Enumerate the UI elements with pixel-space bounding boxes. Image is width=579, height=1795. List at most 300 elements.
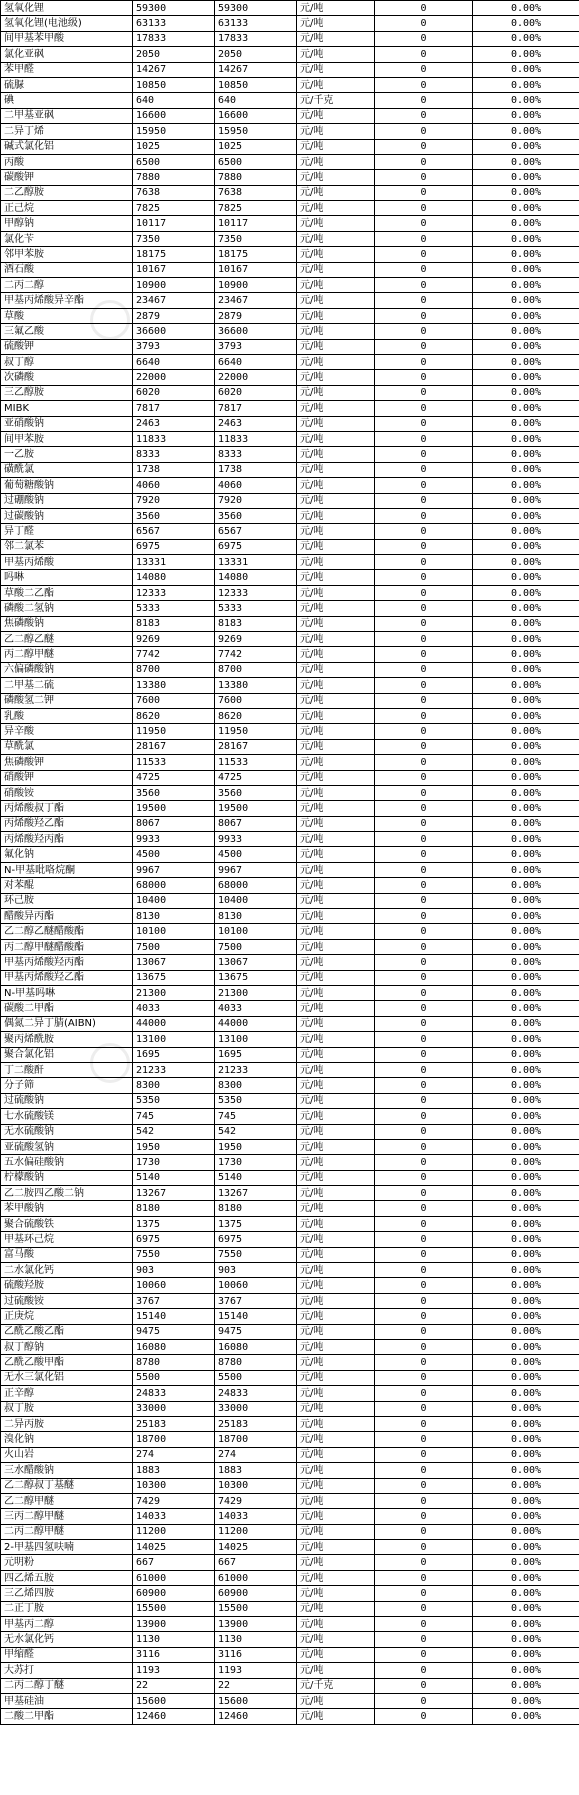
change-cell: 0	[375, 647, 473, 662]
change-cell: 0	[375, 201, 473, 216]
price-current-cell: 542	[215, 1124, 297, 1139]
change-cell: 0	[375, 755, 473, 770]
table-row	[1, 1401, 579, 1416]
product-name-cell: 无水硫酸钠	[1, 1124, 133, 1139]
product-name-cell: 甲基丙烯酸羟丙酯	[1, 955, 133, 970]
change-cell: 0	[375, 31, 473, 46]
product-name-cell: 二异丙胺	[1, 1416, 133, 1431]
price-current-cell: 1193	[215, 1663, 297, 1678]
product-name-cell: 对苯醌	[1, 878, 133, 893]
change-percent-cell: 0.00%	[473, 970, 579, 985]
price-current-cell: 7429	[215, 1493, 297, 1508]
change-percent-cell: 0.00%	[473, 539, 579, 554]
table-row	[1, 47, 579, 62]
change-percent-cell: 0.00%	[473, 77, 579, 92]
price-current-cell: 10300	[215, 1478, 297, 1493]
unit-cell: 元/吨	[297, 1170, 375, 1185]
change-percent-cell: 0.00%	[473, 1447, 579, 1462]
product-name-cell: 草酸二乙酯	[1, 585, 133, 600]
change-percent-cell: 0.00%	[473, 801, 579, 816]
price-current-cell: 5350	[215, 1093, 297, 1108]
change-cell: 0	[375, 785, 473, 800]
unit-cell: 元/吨	[297, 31, 375, 46]
price-current-cell: 7350	[215, 231, 297, 246]
price-current-cell: 12460	[215, 1709, 297, 1724]
unit-cell: 元/吨	[297, 1355, 375, 1370]
price-current-cell: 6640	[215, 354, 297, 369]
price-previous-cell: 4725	[133, 770, 215, 785]
change-percent-cell: 0.00%	[473, 1647, 579, 1662]
table-row	[1, 770, 579, 785]
product-name-cell: 聚合硫酸铁	[1, 1216, 133, 1231]
product-name-cell: 过碳酸钠	[1, 508, 133, 523]
change-cell: 0	[375, 693, 473, 708]
price-current-cell: 59300	[215, 1, 297, 16]
change-cell: 0	[375, 308, 473, 323]
unit-cell: 元/吨	[297, 1432, 375, 1447]
unit-cell: 元/吨	[297, 1509, 375, 1524]
price-previous-cell: 12333	[133, 585, 215, 600]
table-row	[1, 555, 579, 570]
table-row	[1, 308, 579, 323]
price-previous-cell: 5500	[133, 1370, 215, 1385]
product-name-cell: N-甲基吗啉	[1, 986, 133, 1001]
unit-cell: 元/吨	[297, 708, 375, 723]
change-cell: 0	[375, 1416, 473, 1431]
table-row	[1, 1555, 579, 1570]
change-percent-cell: 0.00%	[473, 724, 579, 739]
product-name-cell: 二水氯化钙	[1, 1263, 133, 1278]
price-current-cell: 14033	[215, 1509, 297, 1524]
change-cell: 0	[375, 632, 473, 647]
price-current-cell: 63133	[215, 16, 297, 31]
change-cell: 0	[375, 462, 473, 477]
product-name-cell: 聚丙烯酰胺	[1, 1032, 133, 1047]
change-percent-cell: 0.00%	[473, 1155, 579, 1170]
product-name-cell: 2-甲基四氢呋喃	[1, 1540, 133, 1555]
price-current-cell: 8300	[215, 1078, 297, 1093]
unit-cell: 元/吨	[297, 1062, 375, 1077]
price-current-cell: 8067	[215, 816, 297, 831]
change-cell: 0	[375, 1447, 473, 1462]
price-current-cell: 8333	[215, 447, 297, 462]
table-row	[1, 1478, 579, 1493]
change-percent-cell: 0.00%	[473, 447, 579, 462]
price-current-cell: 10900	[215, 278, 297, 293]
unit-cell: 元/吨	[297, 1339, 375, 1354]
product-name-cell: 甲基丙烯酸异辛酯	[1, 293, 133, 308]
unit-cell: 元/吨	[297, 1, 375, 16]
unit-cell: 元/吨	[297, 1540, 375, 1555]
product-name-cell: 二异丁烯	[1, 124, 133, 139]
price-current-cell: 2463	[215, 416, 297, 431]
unit-cell: 元/吨	[297, 1016, 375, 1031]
unit-cell: 元/吨	[297, 354, 375, 369]
price-current-cell: 1950	[215, 1139, 297, 1154]
product-name-cell: N-甲基吡咯烷酮	[1, 862, 133, 877]
unit-cell: 元/吨	[297, 247, 375, 262]
unit-cell: 元/吨	[297, 1693, 375, 1708]
table-row	[1, 170, 579, 185]
product-name-cell: 丙烯酸叔丁酯	[1, 801, 133, 816]
product-name-cell: 间甲基苯甲酸	[1, 31, 133, 46]
change-cell: 0	[375, 1355, 473, 1370]
change-cell: 0	[375, 124, 473, 139]
product-name-cell: 苯甲酸钠	[1, 1201, 133, 1216]
price-previous-cell: 17833	[133, 31, 215, 46]
unit-cell: 元/吨	[297, 1647, 375, 1662]
price-previous-cell: 7817	[133, 401, 215, 416]
price-previous-cell: 7742	[133, 647, 215, 662]
price-previous-cell: 21233	[133, 1062, 215, 1077]
unit-cell: 元/吨	[297, 1047, 375, 1062]
unit-cell: 元/吨	[297, 1032, 375, 1047]
table-row	[1, 832, 579, 847]
change-cell: 0	[375, 262, 473, 277]
change-cell: 0	[375, 139, 473, 154]
table-row	[1, 662, 579, 677]
product-name-cell: 甲缩醛	[1, 1647, 133, 1662]
change-percent-cell: 0.00%	[473, 508, 579, 523]
price-current-cell: 1730	[215, 1155, 297, 1170]
change-percent-cell: 0.00%	[473, 986, 579, 1001]
table-row	[1, 1570, 579, 1585]
change-percent-cell: 0.00%	[473, 1001, 579, 1016]
change-percent-cell: 0.00%	[473, 139, 579, 154]
price-current-cell: 15950	[215, 124, 297, 139]
price-previous-cell: 9933	[133, 832, 215, 847]
change-cell: 0	[375, 1647, 473, 1662]
change-cell: 0	[375, 170, 473, 185]
unit-cell: 元/吨	[297, 1078, 375, 1093]
product-name-cell: 甲基丙烯酸	[1, 555, 133, 570]
unit-cell: 元/吨	[297, 77, 375, 92]
change-cell: 0	[375, 924, 473, 939]
product-name-cell: 甲基硅油	[1, 1693, 133, 1708]
change-cell: 0	[375, 1293, 473, 1308]
table-row	[1, 1047, 579, 1062]
change-percent-cell: 0.00%	[473, 1093, 579, 1108]
unit-cell: 元/吨	[297, 616, 375, 631]
unit-cell: 元/吨	[297, 785, 375, 800]
change-percent-cell: 0.00%	[473, 1047, 579, 1062]
table-row	[1, 478, 579, 493]
price-previous-cell: 7600	[133, 693, 215, 708]
product-name-cell: 乙二醇甲醚	[1, 1493, 133, 1508]
change-percent-cell: 0.00%	[473, 308, 579, 323]
price-previous-cell: 6975	[133, 1232, 215, 1247]
change-percent-cell: 0.00%	[473, 62, 579, 77]
change-percent-cell: 0.00%	[473, 678, 579, 693]
change-percent-cell: 0.00%	[473, 401, 579, 416]
change-cell: 0	[375, 1, 473, 16]
table-row	[1, 1032, 579, 1047]
product-name-cell: 溴化钠	[1, 1432, 133, 1447]
price-previous-cell: 8067	[133, 816, 215, 831]
change-percent-cell: 0.00%	[473, 1555, 579, 1570]
change-cell: 0	[375, 339, 473, 354]
price-previous-cell: 1738	[133, 462, 215, 477]
change-cell: 0	[375, 878, 473, 893]
price-previous-cell: 63133	[133, 16, 215, 31]
price-current-cell: 14267	[215, 62, 297, 77]
price-previous-cell: 4060	[133, 478, 215, 493]
price-current-cell: 4725	[215, 770, 297, 785]
price-current-cell: 1883	[215, 1463, 297, 1478]
change-cell: 0	[375, 601, 473, 616]
table-row	[1, 77, 579, 92]
product-name-cell: 间甲苯胺	[1, 431, 133, 446]
product-name-cell: 三水醋酸钠	[1, 1463, 133, 1478]
price-current-cell: 12333	[215, 585, 297, 600]
change-cell: 0	[375, 1124, 473, 1139]
change-cell: 0	[375, 1109, 473, 1124]
change-cell: 0	[375, 62, 473, 77]
product-name-cell: 二正丁胺	[1, 1601, 133, 1616]
product-name-cell: 二丙二醇	[1, 278, 133, 293]
unit-cell: 元/吨	[297, 832, 375, 847]
price-current-cell: 10167	[215, 262, 297, 277]
change-percent-cell: 0.00%	[473, 1339, 579, 1354]
change-percent-cell: 0.00%	[473, 1186, 579, 1201]
price-current-cell: 745	[215, 1109, 297, 1124]
unit-cell: 元/吨	[297, 139, 375, 154]
product-name-cell: 草酰氯	[1, 739, 133, 754]
price-previous-cell: 6020	[133, 385, 215, 400]
table-row	[1, 1540, 579, 1555]
change-cell: 0	[375, 955, 473, 970]
price-previous-cell: 10167	[133, 262, 215, 277]
table-row	[1, 539, 579, 554]
product-name-cell: MIBK	[1, 401, 133, 416]
change-cell: 0	[375, 154, 473, 169]
unit-cell: 元/吨	[297, 539, 375, 554]
change-cell: 0	[375, 1093, 473, 1108]
price-previous-cell: 4033	[133, 1001, 215, 1016]
price-previous-cell: 13675	[133, 970, 215, 985]
product-name-cell: 甲醇钠	[1, 216, 133, 231]
table-row	[1, 293, 579, 308]
price-current-cell: 1025	[215, 139, 297, 154]
table-row	[1, 1632, 579, 1647]
price-current-cell: 15140	[215, 1309, 297, 1324]
price-current-cell: 7817	[215, 401, 297, 416]
table-row	[1, 16, 579, 31]
change-percent-cell: 0.00%	[473, 1078, 579, 1093]
table-row	[1, 1155, 579, 1170]
change-cell: 0	[375, 1370, 473, 1385]
change-percent-cell: 0.00%	[473, 1309, 579, 1324]
price-current-cell: 7742	[215, 647, 297, 662]
price-previous-cell: 12460	[133, 1709, 215, 1724]
change-percent-cell: 0.00%	[473, 324, 579, 339]
change-percent-cell: 0.00%	[473, 1632, 579, 1647]
table-row	[1, 262, 579, 277]
price-previous-cell: 21300	[133, 986, 215, 1001]
change-cell: 0	[375, 416, 473, 431]
change-cell: 0	[375, 1216, 473, 1231]
unit-cell: 元/吨	[297, 1247, 375, 1262]
price-current-cell: 8700	[215, 662, 297, 677]
table-row	[1, 816, 579, 831]
price-previous-cell: 1950	[133, 1139, 215, 1154]
change-percent-cell: 0.00%	[473, 1324, 579, 1339]
unit-cell: 元/吨	[297, 816, 375, 831]
change-percent-cell: 0.00%	[473, 231, 579, 246]
change-cell: 0	[375, 739, 473, 754]
change-percent-cell: 0.00%	[473, 416, 579, 431]
price-current-cell: 25183	[215, 1416, 297, 1431]
price-current-cell: 5333	[215, 601, 297, 616]
unit-cell: 元/吨	[297, 1663, 375, 1678]
change-percent-cell: 0.00%	[473, 1678, 579, 1693]
table-row	[1, 1001, 579, 1016]
table-row	[1, 955, 579, 970]
product-name-cell: 次磷酸	[1, 370, 133, 385]
product-name-cell: 焦磷酸钠	[1, 616, 133, 631]
price-current-cell: 16600	[215, 108, 297, 123]
table-row	[1, 862, 579, 877]
change-cell: 0	[375, 278, 473, 293]
product-name-cell: 碱式氯化铝	[1, 139, 133, 154]
product-name-cell: 磷酸氢二钾	[1, 693, 133, 708]
change-percent-cell: 0.00%	[473, 847, 579, 862]
table-row	[1, 909, 579, 924]
product-name-cell: 丙烯酸羟丙酯	[1, 832, 133, 847]
price-previous-cell: 8130	[133, 909, 215, 924]
price-previous-cell: 60900	[133, 1586, 215, 1601]
price-current-cell: 10850	[215, 77, 297, 92]
unit-cell: 元/吨	[297, 755, 375, 770]
table-row	[1, 785, 579, 800]
product-name-cell: 正己烷	[1, 201, 133, 216]
table-row	[1, 201, 579, 216]
unit-cell: 元/吨	[297, 62, 375, 77]
product-name-cell: 二酸二甲酯	[1, 1709, 133, 1724]
product-name-cell: 火山岩	[1, 1447, 133, 1462]
price-previous-cell: 7350	[133, 231, 215, 246]
product-name-cell: 三乙醇胺	[1, 385, 133, 400]
price-current-cell: 6500	[215, 154, 297, 169]
price-previous-cell: 7429	[133, 1493, 215, 1508]
unit-cell: 元/吨	[297, 278, 375, 293]
change-cell: 0	[375, 539, 473, 554]
change-percent-cell: 0.00%	[473, 478, 579, 493]
table-row	[1, 1216, 579, 1231]
product-name-cell: 无水三氯化铝	[1, 1370, 133, 1385]
change-percent-cell: 0.00%	[473, 339, 579, 354]
price-previous-cell: 8333	[133, 447, 215, 462]
price-previous-cell: 11200	[133, 1524, 215, 1539]
change-percent-cell: 0.00%	[473, 1601, 579, 1616]
change-percent-cell: 0.00%	[473, 570, 579, 585]
change-percent-cell: 0.00%	[473, 1355, 579, 1370]
change-percent-cell: 0.00%	[473, 1509, 579, 1524]
table-row	[1, 93, 579, 108]
unit-cell: 元/吨	[297, 1709, 375, 1724]
price-current-cell: 61000	[215, 1570, 297, 1585]
change-cell: 0	[375, 662, 473, 677]
product-name-cell: 乙二醇乙醚	[1, 632, 133, 647]
price-current-cell: 22	[215, 1678, 297, 1693]
product-name-cell: 一乙胺	[1, 447, 133, 462]
price-previous-cell: 61000	[133, 1570, 215, 1585]
table-row	[1, 1370, 579, 1385]
product-name-cell: 苯甲醛	[1, 62, 133, 77]
price-previous-cell: 23467	[133, 293, 215, 308]
price-current-cell: 1695	[215, 1047, 297, 1062]
unit-cell: 元/吨	[297, 339, 375, 354]
change-percent-cell: 0.00%	[473, 124, 579, 139]
change-cell: 0	[375, 616, 473, 631]
product-name-cell: 氯化苄	[1, 231, 133, 246]
table-row	[1, 1278, 579, 1293]
product-name-cell: 三氟乙酸	[1, 324, 133, 339]
product-name-cell: 七水硫酸镁	[1, 1109, 133, 1124]
change-cell: 0	[375, 1047, 473, 1062]
change-percent-cell: 0.00%	[473, 1216, 579, 1231]
product-name-cell: 邻二氯苯	[1, 539, 133, 554]
change-percent-cell: 0.00%	[473, 278, 579, 293]
change-cell: 0	[375, 1062, 473, 1077]
price-previous-cell: 745	[133, 1109, 215, 1124]
change-cell: 0	[375, 478, 473, 493]
change-cell: 0	[375, 801, 473, 816]
table-row	[1, 339, 579, 354]
price-current-cell: 11200	[215, 1524, 297, 1539]
change-cell: 0	[375, 293, 473, 308]
price-current-cell: 9967	[215, 862, 297, 877]
change-cell: 0	[375, 1339, 473, 1354]
product-name-cell: 碳酸二甲酯	[1, 1001, 133, 1016]
change-percent-cell: 0.00%	[473, 816, 579, 831]
change-percent-cell: 0.00%	[473, 1493, 579, 1508]
table-row	[1, 1263, 579, 1278]
price-current-cell: 16080	[215, 1339, 297, 1354]
price-current-cell: 7550	[215, 1247, 297, 1262]
change-cell: 0	[375, 1693, 473, 1708]
price-current-cell: 7638	[215, 185, 297, 200]
unit-cell: 元/吨	[297, 308, 375, 323]
price-previous-cell: 22000	[133, 370, 215, 385]
change-percent-cell: 0.00%	[473, 1293, 579, 1308]
product-name-cell: 乳酸	[1, 708, 133, 723]
unit-cell: 元/千克	[297, 1678, 375, 1693]
change-cell: 0	[375, 247, 473, 262]
change-percent-cell: 0.00%	[473, 1109, 579, 1124]
change-percent-cell: 0.00%	[473, 154, 579, 169]
product-name-cell: 五水偏硅酸钠	[1, 1155, 133, 1170]
product-name-cell: 氟化钠	[1, 847, 133, 862]
unit-cell: 元/吨	[297, 1309, 375, 1324]
change-percent-cell: 0.00%	[473, 755, 579, 770]
unit-cell: 元/吨	[297, 385, 375, 400]
price-current-cell: 14080	[215, 570, 297, 585]
unit-cell: 元/吨	[297, 216, 375, 231]
change-percent-cell: 0.00%	[473, 1463, 579, 1478]
table-row	[1, 924, 579, 939]
table-row	[1, 231, 579, 246]
unit-cell: 元/吨	[297, 1293, 375, 1308]
price-current-cell: 6020	[215, 385, 297, 400]
unit-cell: 元/吨	[297, 862, 375, 877]
change-percent-cell: 0.00%	[473, 354, 579, 369]
unit-cell: 元/吨	[297, 524, 375, 539]
product-name-cell: 元明粉	[1, 1555, 133, 1570]
change-cell: 0	[375, 1463, 473, 1478]
change-percent-cell: 0.00%	[473, 385, 579, 400]
change-percent-cell: 0.00%	[473, 632, 579, 647]
